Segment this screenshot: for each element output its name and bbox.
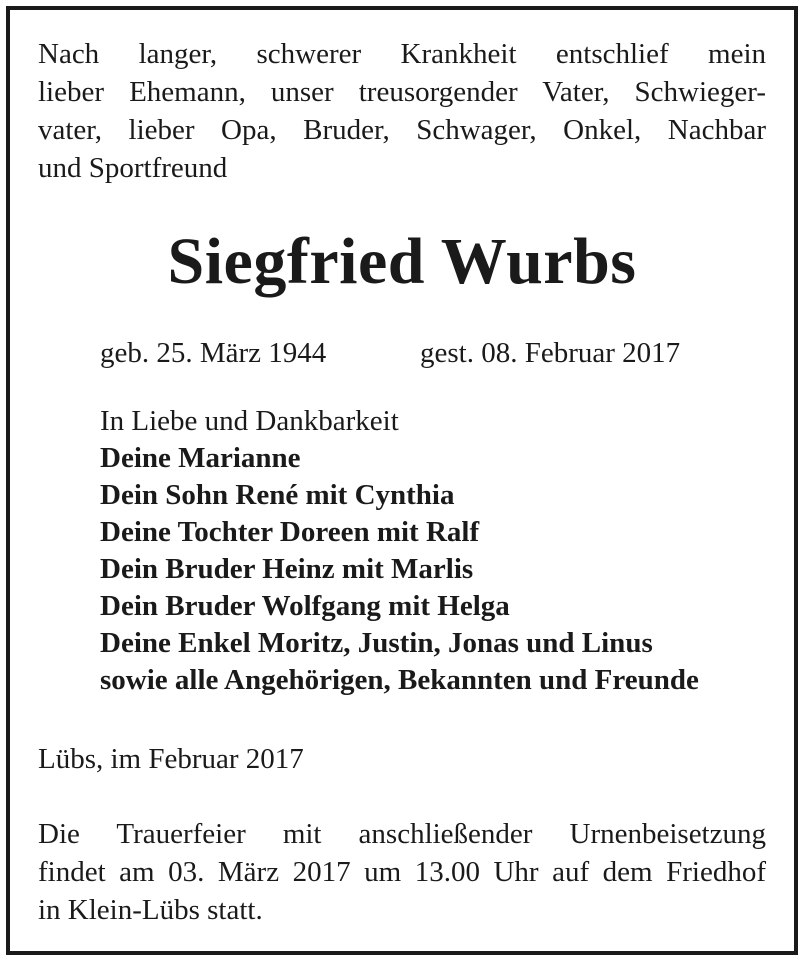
- family-member-line: sowie alle Angehörigen, Bekannten und Freunde: [100, 664, 699, 696]
- family-member-line: Deine Enkel Moritz, Justin, Jonas und Linus: [100, 627, 653, 659]
- ceremony-line: in Klein-Lübs statt.: [38, 894, 263, 926]
- intro-line: lieber Ehemann, unser treusorgender Vater, Schwieger-: [38, 76, 766, 108]
- family-member-line: Dein Sohn René mit Cynthia: [100, 479, 455, 511]
- intro-line: und Sportfreund: [38, 152, 228, 184]
- intro-line: vater, lieber Opa, Bruder, Schwager, Onkel, Nachbar: [38, 114, 766, 146]
- death-date: gest. 08. Februar 2017: [420, 337, 681, 369]
- family-member-line: Deine Marianne: [100, 442, 301, 474]
- ceremony-line: findet am 03. März 2017 um 13.00 Uhr auf dem Friedhof: [38, 856, 766, 888]
- ceremony-paragraph: [38, 815, 766, 929]
- intro-paragraph: [38, 35, 766, 187]
- intro-line: Nach langer, schwerer Krankheit entschlief mein: [38, 38, 766, 70]
- ceremony-line: Die Trauerfeier mit anschließender Urnenbeisetzung: [38, 818, 766, 850]
- obituary-notice: [6, 6, 798, 955]
- deceased-name: Siegfried Wurbs: [167, 225, 637, 298]
- birth-date: geb. 25. März 1944: [100, 337, 327, 369]
- family-member-line: Dein Bruder Wolfgang mit Helga: [100, 590, 510, 622]
- signoff-heading: In Liebe und Dankbarkeit: [100, 405, 399, 437]
- family-member-line: Deine Tochter Doreen mit Ralf: [100, 516, 480, 548]
- family-signoff: [100, 403, 699, 699]
- place-and-date: Lübs, im Februar 2017: [38, 743, 304, 775]
- family-member-line: Dein Bruder Heinz mit Marlis: [100, 553, 474, 585]
